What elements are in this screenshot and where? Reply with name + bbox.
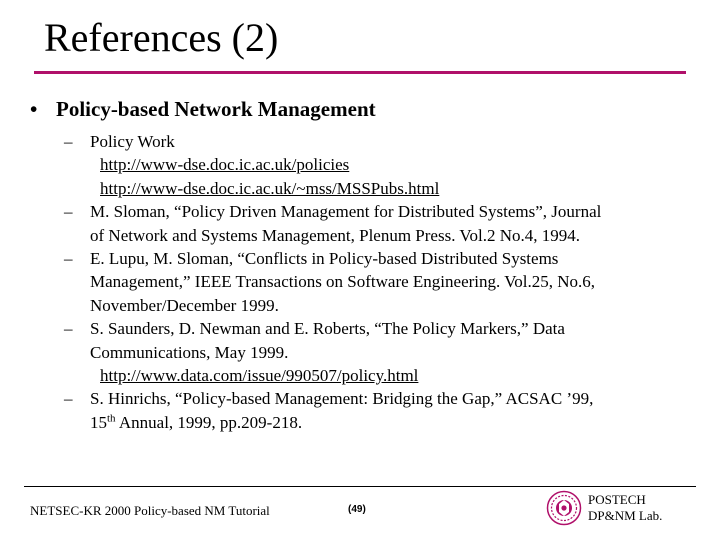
reference-item (64, 130, 704, 200)
org-name: POSTECH (588, 492, 646, 507)
dash-marker: – (64, 132, 73, 151)
dash-marker: – (64, 389, 73, 409)
footer-divider (24, 486, 696, 487)
ordinal-number: 15 (90, 412, 107, 432)
reference-link[interactable]: http://www.data.com/issue/990507/policy.html (100, 366, 419, 386)
reference-item (64, 317, 704, 387)
footer-tutorial-name: NETSEC-KR 2000 Policy-based NM Tutorial (30, 503, 270, 518)
reference-line: E. Lupu, M. Sloman, “Conflicts in Policy-based Distributed Systems (90, 249, 559, 269)
reference-line: November/December 1999. (90, 295, 279, 315)
title-divider (34, 71, 686, 74)
logo-center-dot (561, 505, 566, 510)
reference-line (90, 411, 704, 434)
reference-item (64, 247, 704, 317)
ordinal-suffix: th (107, 412, 116, 425)
reference-link[interactable]: http://www-dse.doc.ic.ac.uk/~mss/MSSPubs.html (100, 178, 440, 198)
lab-name: DP&NM Lab. (588, 508, 663, 523)
slide-title: References (2) (44, 15, 279, 60)
main-bullet-text: Policy-based Network Management (56, 97, 376, 121)
reference-line: Management,” IEEE Transactions on Software Engineering. Vol.25, No.6, (90, 272, 596, 292)
reference-line: S. Hinrichs, “Policy-based Management: Bridging the Gap,” ACSAC ’99, (90, 389, 594, 409)
reference-line: of Network and Systems Management, Plenum Press. Vol.2 No.4, 1994. (90, 225, 580, 245)
reference-line: M. Sloman, “Policy Driven Management for Distributed Systems”, Journal (90, 202, 602, 222)
main-bullet (30, 97, 376, 122)
reference-link[interactable]: http://www-dse.doc.ic.ac.uk/policies (100, 155, 350, 175)
footer-org (588, 492, 662, 524)
reference-line: Policy Work (90, 132, 175, 151)
bullet-dot: • (30, 97, 38, 121)
reference-item (64, 200, 704, 247)
dash-marker: – (64, 202, 73, 222)
page-number: (49) (348, 504, 366, 515)
postech-logo-icon (546, 490, 582, 526)
dash-marker: – (64, 319, 73, 339)
reference-line-rest: Annual, 1999, pp.209-218. (115, 412, 303, 432)
reference-line: S. Saunders, D. Newman and E. Roberts, “The Policy Markers,” Data (90, 319, 565, 339)
reference-list (64, 130, 704, 434)
reference-line: Communications, May 1999. (90, 342, 289, 362)
dash-marker: – (64, 249, 73, 269)
reference-item (64, 387, 704, 434)
